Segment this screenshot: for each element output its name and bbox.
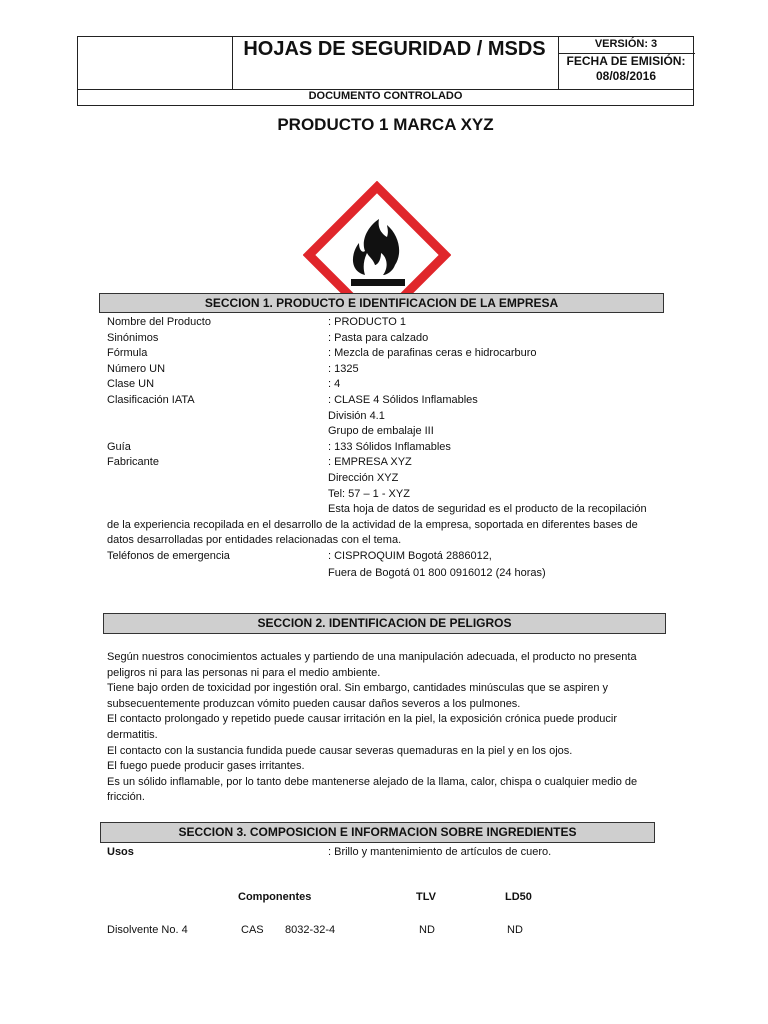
note-line: datos desarrolladas por entidades relacionadas con el tema. (107, 534, 402, 547)
col-tlv: TLV (416, 891, 436, 903)
field-label: Clasificación IATA (107, 394, 195, 406)
emergency-value: Fuera de Bogotá 01 800 0916012 (24 horas) (328, 567, 546, 579)
field-value: Tel: 57 – 1 - XYZ (328, 487, 410, 500)
field-label: Fórmula (107, 347, 148, 360)
field-value: : CLASE 4 Sólidos Inflamables (328, 394, 478, 406)
field-value: : 133 Sólidos Inflamables (328, 440, 451, 453)
field-label: Fabricante (107, 456, 159, 469)
note-line: Esta hoja de datos de seguridad es el producto de la recopilación (328, 503, 647, 516)
hazard-line: dermatitis. (107, 729, 158, 741)
product-title: PRODUCTO 1 MARCA XYZ (277, 115, 494, 134)
usos-value: : Brillo y mantenimiento de artículos de cuero. (328, 846, 552, 858)
issue-date-block (558, 54, 694, 84)
field-label: Clase UN (107, 378, 155, 391)
field-value: División 4.1 (328, 409, 385, 422)
hazard-line: Según nuestros conocimientos actuales y partiendo de una manipulación adecuada, el producto no presenta (107, 651, 637, 663)
hazard-line: subsecuentemente produzcan vómito pueden causar daños severos a los pulmones. (107, 697, 521, 710)
field-value: : Mezcla de parafinas ceras e hidrocarburo (328, 347, 537, 360)
field-label: Guía (107, 440, 131, 453)
hazard-line: El contacto con la sustancia fundida puede causar severas quemaduras en la piel y en los ojos. (107, 744, 573, 757)
field-value: : Pasta para calzado (328, 331, 429, 344)
field-value: : PRODUCTO 1 (328, 316, 407, 328)
section2-heading: SECCION 2. IDENTIFICACION DE PELIGROS (103, 613, 666, 634)
hazard-line: peligros ni para las personas ni para el medio ambiente. (107, 666, 381, 679)
controlled-document-label: DOCUMENTO CONTROLADO (308, 90, 463, 102)
field-value: : 4 (328, 378, 341, 391)
hazard-line: Tiene bajo orden de toxicidad por ingestión oral. Sin embargo, cantidades minúsculas que se aspiren y (107, 682, 609, 695)
field-label: Sinónimos (107, 331, 159, 344)
ld50-value: ND (507, 924, 523, 936)
section3-heading: SECCION 3. COMPOSICION E INFORMACION SOBRE INGREDIENTES (100, 822, 655, 843)
cas-number: 8032-32-4 (285, 924, 336, 936)
hazard-line: Es un sólido inflamable, por lo tanto debe mantenerse alejado de la llama, calor, chispa o cualquier medio de (107, 775, 638, 788)
cas-label: CAS (241, 924, 264, 936)
emergency-label: Teléfonos de emergencia (107, 550, 230, 562)
field-label: Número UN (107, 362, 166, 375)
issue-date: 08/08/2016 (595, 69, 657, 83)
field-value: : EMPRESA XYZ (328, 456, 412, 469)
component-name: Disolvente No. 4 (107, 924, 188, 936)
col-components: Componentes (238, 891, 312, 903)
field-label: Nombre del Producto (107, 316, 211, 328)
field-value: Grupo de embalaje III (328, 425, 434, 438)
document-title: HOJAS DE SEGURIDAD / MSDS (243, 38, 546, 60)
emergency-value: : CISPROQUIM Bogotá 2886012, (328, 550, 492, 562)
note-line: de la experiencia recopilada en el desarrollo de la actividad de la empresa, soportada en diferentes bases de (107, 518, 638, 531)
field-value: Dirección XYZ (328, 472, 399, 484)
hazard-line: El contacto prolongado y repetido puede causar irritación en la piel, la exposición crónica puede producir (107, 713, 617, 726)
tlv-value: ND (419, 924, 435, 936)
hazard-line: fricción. (107, 791, 145, 804)
hazard-line: El fuego puede producir gases irritantes. (107, 760, 305, 773)
col-ld50: LD50 (505, 891, 532, 903)
usos-label: Usos (107, 846, 134, 858)
section1-heading: SECCION 1. PRODUCTO E IDENTIFICACION DE LA EMPRESA (99, 293, 664, 313)
version-label: VERSIÓN: 3 (594, 38, 658, 50)
issue-date-label: FECHA DE EMISIÓN: (566, 54, 686, 68)
flammable-pictogram-icon (303, 181, 451, 299)
field-value: : 1325 (328, 362, 359, 375)
